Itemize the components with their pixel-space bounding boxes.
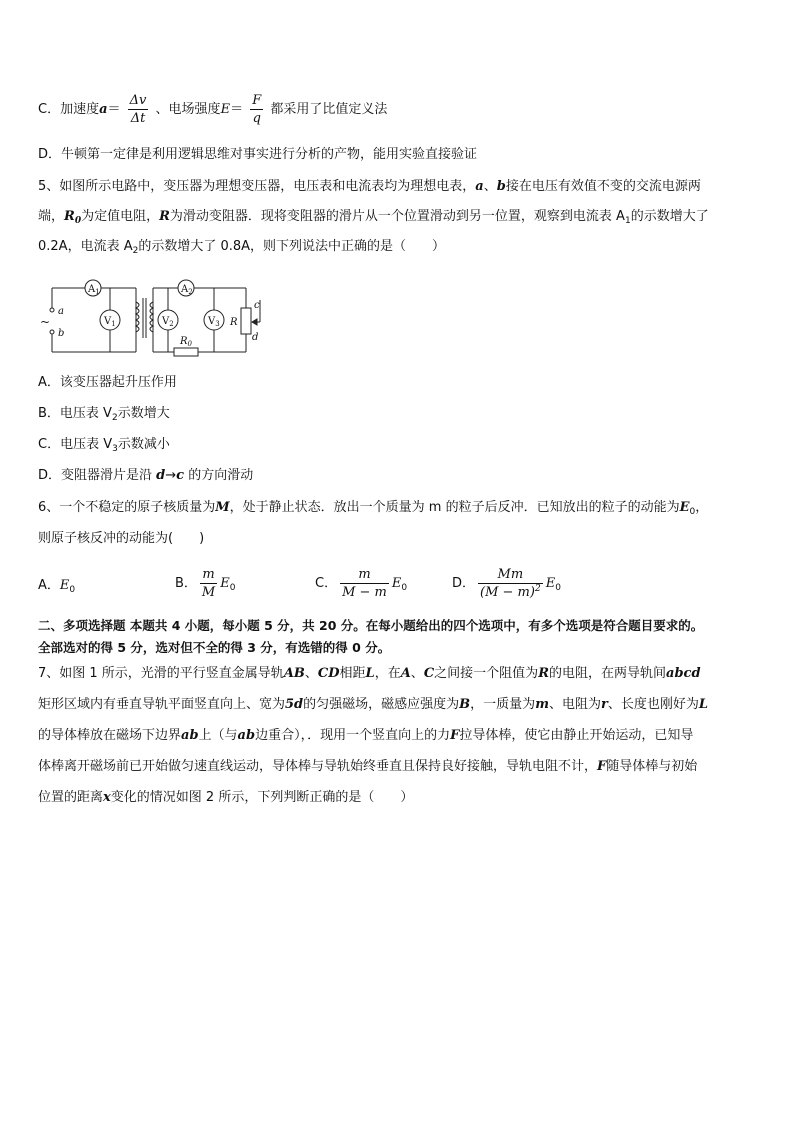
q5-option-b: B．电压表 $V_2$示数增大 [38,406,170,423]
slider-c-label: c [254,300,260,311]
q7-line-4: 体棒离开磁场前已开始做匀速直线运动，导体棒与导轨始终垂直且保持良好接触，导轨电阻不计，F随导体棒与初始 [38,759,698,774]
voltmeter-v2-label: $V_2$ [162,316,174,328]
slider-d-label: d [252,332,259,343]
option-c-line: C．加速度a＝ $\frac{\Delta v}{\Delta t}$ 、电场强度E＝ $\frac{F}{q}$ 都采用了比值定义法 [38,93,388,126]
resistor-r0-label: $R_0$ [180,336,192,348]
ac-source-icon: ~ [40,315,51,329]
rheostat-r-label: R [230,317,238,328]
section-2-heading-line-1: 二、多项选择题 本题共 4 小题，每小题 5 分，共 20 分。在每小题给出的四个选项中，有多个选项是符合题目要求的。 [38,618,704,633]
q5-option-a: A．该变压器起升压作用 [38,375,177,390]
fraction-dv-dt: $\frac{\Delta v}{\Delta t}$ [129,93,147,126]
q6-option-c: C． $\frac{m}{M - m}$ $E_0$ [315,567,408,600]
transformer-circuit-diagram [36,272,272,360]
q6-line-2: 则原子核反冲的动能为( ) [38,531,205,546]
voltmeter-v1-label: $V_1$ [104,316,116,328]
q6-line-1: 6、一个不稳定的原子核质量为M，处于静止状态．放出一个质量为 m 的粒子后反冲．已知放出的粒子的动能为$E_0$， [38,500,709,517]
terminal-a-label: a [58,306,64,317]
terminal-b-label: b [58,328,65,339]
q7-line-5: 位置的距离x变化的情况如图 2 所示，下列判断正确的是（ ） [38,790,414,805]
q7-line-3: 的导体棒放在磁场下边界ab上（与ab边重合），．现用一个竖直向上的力F拉导体棒，使它由静止开始运动，已知导 [38,728,694,743]
fraction-f-q: $\frac{F}{q}$ [252,93,262,126]
q6-option-a: A．$E_0$ [38,578,76,595]
q7-line-1: 7、如图 1 所示，光滑的平行竖直金属导轨AB、CD相距L，在A、C之间接一个阻值为R的电阻，在两导轨间abcd [38,666,701,681]
q6-option-b: B． $\frac{m}{M}$ $E_0$ [175,567,236,600]
ammeter-a1-label: $A_1$ [88,284,100,296]
q5-line-1: 5、如图所示电路中，变压器为理想变压器，电压表和电流表均为理想电表，a、b接在电压有效值不变的交流电源两 [38,179,701,194]
q7-line-2: 矩形区域内有垂直导轨平面竖直向上、宽为5d的匀强磁场，磁感应强度为B，一质量为m、电阻为r、长度也刚好为L [38,697,708,712]
q5-line-2: 端，$R_0$为定值电阻，R为滑动变阻器．现将变阻器的滑片从一个位置滑动到另一位置，观察到电流表 $A_1$的示数增大了 [38,209,709,226]
voltmeter-v3-label: $V_3$ [208,316,220,328]
section-2-heading-line-2: 全部选对的得 5 分，选对但不全的得 3 分，有选错的得 0 分。 [38,640,391,655]
q5-line-3: 0.2A，电流表 $A_2$的示数增大了 0.8A，则下列说法中正确的是（ ） [38,239,446,256]
q5-option-c: C．电压表 $V_3$示数减小 [38,437,170,454]
option-d-line: D．牛顿第一定律是利用逻辑思维对事实进行分析的产物，能用实验直接验证 [38,147,478,162]
q5-option-d: D．变阻器滑片是沿 d→c 的方向滑动 [38,468,254,483]
q6-options [38,564,756,608]
q6-option-d: D． $\frac{Mm}{(M - m)^2}$ $E_0$ [452,567,561,600]
ammeter-a2-label: $A_2$ [181,284,193,296]
